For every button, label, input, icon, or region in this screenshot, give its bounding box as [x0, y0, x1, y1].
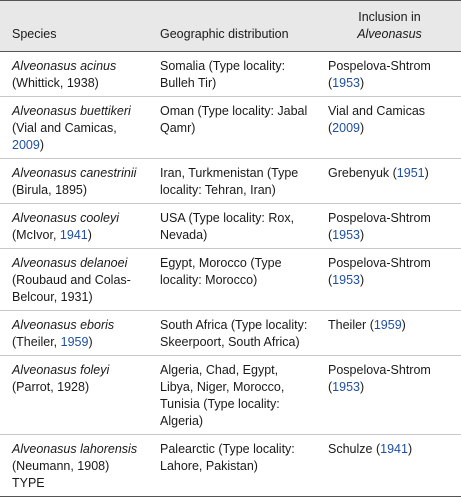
author-year-link[interactable]: 1959 [60, 335, 89, 349]
distribution-cell: Somalia (Type locality: Bulleh Tir) [160, 59, 286, 90]
species-name: Alveonasus eboris [12, 318, 115, 332]
author-year-link[interactable]: 1941 [59, 228, 88, 242]
header-inclusion-line2: Alveonasus [357, 27, 422, 41]
author-citation: (Roubaud and Colas-Belcour, 1931) [12, 273, 131, 304]
header-species: Species [12, 27, 57, 41]
author-citation: (Neumann, 1908) TYPE [12, 459, 110, 490]
table-row [0, 52, 461, 97]
table-row [0, 435, 461, 497]
species-cell [0, 311, 150, 356]
author-citation: (Theiler, 1959) [12, 335, 93, 349]
species-name: Alveonasus buettikeri [12, 104, 131, 118]
inclusion-cell: Pospelova-Shtrom (1953) [328, 59, 431, 90]
distribution-cell: Oman (Type locality: Jabal Qamr) [160, 104, 308, 135]
inclusion-year-link[interactable]: 1953 [332, 380, 360, 394]
table-row [0, 356, 461, 435]
species-name: Alveonasus delanoei [12, 256, 128, 270]
species-cell [0, 204, 150, 249]
species-name: Alveonasus cooleyi [12, 211, 120, 225]
inclusion-cell: Schulze (1941) [328, 442, 413, 456]
inclusion-cell: Theiler (1959) [328, 318, 406, 332]
author-citation: (Vial and Camicas, 2009) [12, 121, 117, 152]
species-cell [0, 435, 150, 497]
inclusion-cell: Pospelova-Shtrom (1953) [328, 256, 431, 287]
inclusion-year-link[interactable]: 1951 [396, 166, 425, 180]
author-citation: (Birula, 1895) [12, 183, 88, 197]
species-name: Alveonasus foleyi [12, 363, 110, 377]
species-cell [0, 249, 150, 311]
inclusion-year-link[interactable]: 1953 [332, 76, 360, 90]
inclusion-cell: Vial and Camicas (2009) [328, 104, 426, 135]
species-name: Alveonasus acinus [12, 59, 117, 73]
inclusion-cell: Pospelova-Shtrom (1953) [328, 363, 431, 394]
table-row [0, 204, 461, 249]
table-row [0, 249, 461, 311]
header-distribution: Geographic distribution [160, 27, 289, 41]
inclusion-year-link[interactable]: 1953 [332, 273, 360, 287]
inclusion-year-link[interactable]: 1959 [373, 318, 402, 332]
table-row [0, 311, 461, 356]
distribution-cell: South Africa (Type locality: Skeerpoort, South Africa) [160, 318, 308, 349]
species-cell [0, 97, 150, 159]
table-row [0, 97, 461, 159]
distribution-cell: Palearctic (Type locality: Lahore, Pakistan) [160, 442, 295, 473]
species-name: Alveonasus lahorensis [12, 442, 138, 456]
header-inclusion-line1: Inclusion in [358, 10, 421, 24]
table-row [0, 159, 461, 204]
inclusion-cell: Pospelova-Shtrom (1953) [328, 211, 431, 242]
species-cell [0, 356, 150, 435]
header-row [0, 1, 461, 52]
table-body [0, 52, 461, 497]
author-year-link[interactable]: 2009 [12, 138, 40, 152]
table-header [0, 1, 461, 52]
header-inclusion [318, 1, 461, 52]
species-cell [0, 159, 150, 204]
distribution-cell: Algeria, Chad, Egypt, Libya, Niger, Morocco, Tunisia (Type locality: Algeria) [160, 363, 285, 428]
author-citation: (McIvor, 1941) [12, 228, 92, 242]
inclusion-year-link[interactable]: 1941 [380, 442, 408, 456]
species-name: Alveonasus canestrinii [12, 166, 137, 180]
distribution-cell: USA (Type locality: Rox, Nevada) [160, 211, 295, 242]
species-cell [0, 52, 150, 97]
inclusion-year-link[interactable]: 2009 [332, 121, 360, 135]
distribution-cell: Egypt, Morocco (Type locality: Morocco) [160, 256, 282, 287]
inclusion-year-link[interactable]: 1953 [332, 228, 360, 242]
author-citation: (Parrot, 1928) [12, 380, 90, 394]
distribution-cell: Iran, Turkmenistan (Type locality: Tehran, Iran) [160, 166, 299, 197]
inclusion-cell: Grebenyuk (1951) [328, 166, 429, 180]
author-citation: (Whittick, 1938) [12, 76, 99, 90]
